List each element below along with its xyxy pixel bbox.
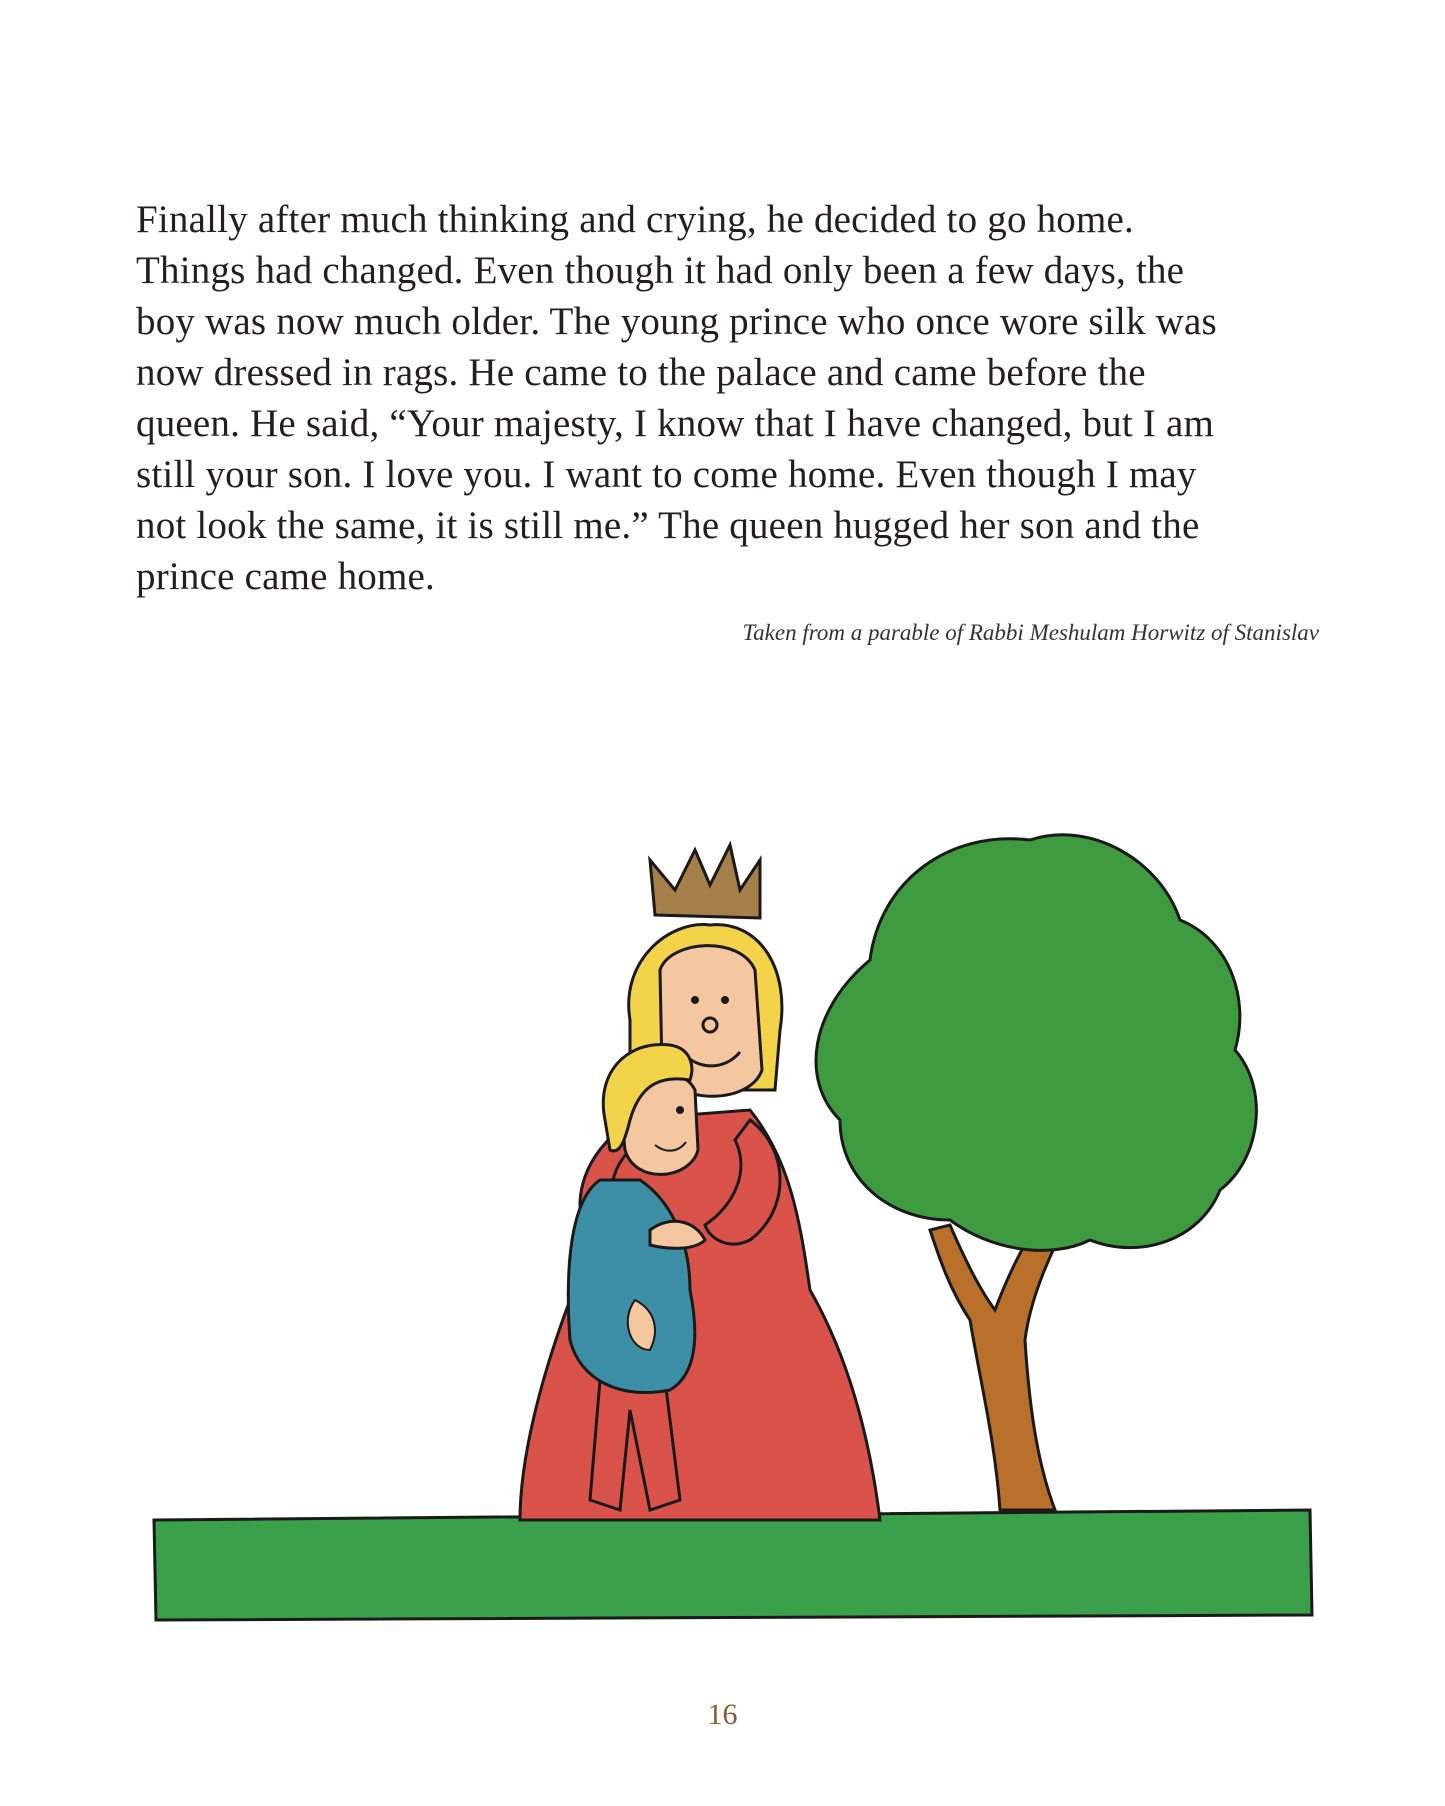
story-line: Things had changed. Even though it had only been a few days, the [136,249,1185,292]
story-line: Finally after much thinking and crying, he decided to go home. [136,198,1134,241]
attribution: Taken from a parable of Rabbi Meshulam Horwitz of Stanislav [742,620,1319,645]
story-line: prince came home. [136,555,436,598]
queen-hugging-prince-illustration [150,820,1320,1640]
story-line: now dressed in rags. He came to the palace and came before the [136,351,1146,394]
story-line: still your son. I love you. I want to come home. Even though I may [136,453,1197,496]
story-line: not look the same, it is still me.” The queen hugged her son and the [136,504,1200,547]
tree-foliage [816,835,1256,1251]
page-number: 16 [707,1698,738,1731]
story-text [136,194,1336,602]
crown-icon [650,845,760,918]
story-line: queen. He said, “Your majesty, I know that I have changed, but I am [136,402,1215,445]
grass-ground [154,1510,1312,1620]
story-line: boy was now much older. The young prince who once wore silk was [136,300,1217,343]
